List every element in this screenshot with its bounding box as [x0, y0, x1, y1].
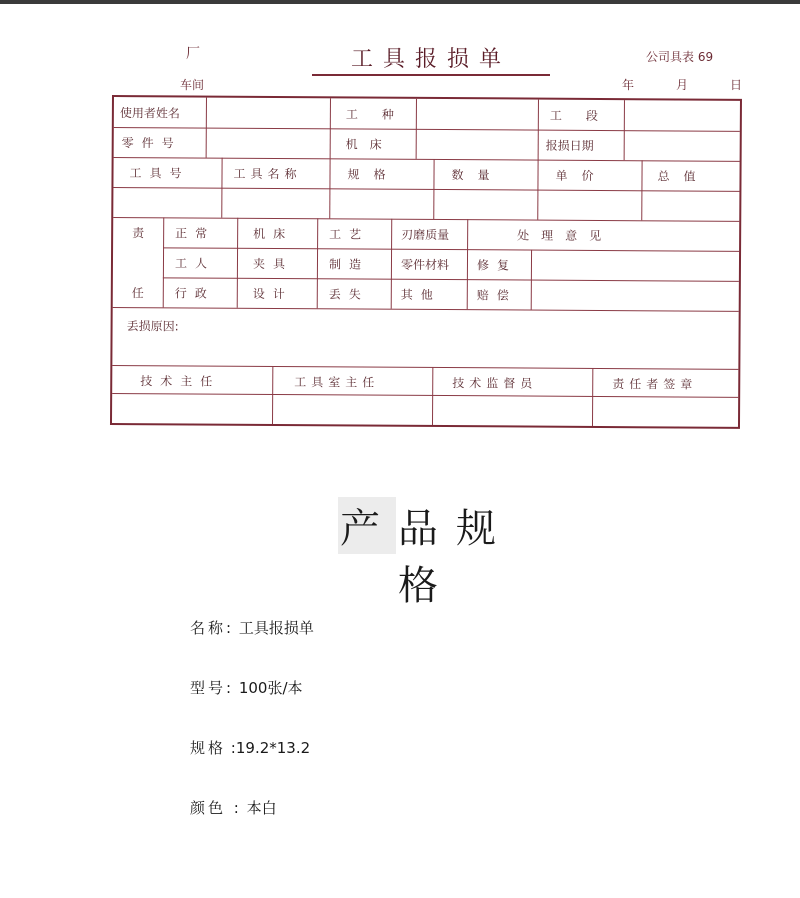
grid-line: [641, 160, 642, 220]
spec-name-label: 名称:: [190, 619, 235, 637]
tool-no-header: 工具号: [129, 166, 190, 181]
loss-reason-label: 丢损原因:: [126, 319, 179, 334]
spec-size-label: 规格: [190, 739, 227, 757]
responsibility-side-top: 责: [132, 226, 145, 241]
grid-line: [416, 99, 417, 159]
grid-line: [624, 100, 625, 160]
handling-opinion-label: 处 理 意 见: [517, 228, 602, 243]
other-label: 其他: [400, 287, 441, 303]
administration-label: 行政: [174, 286, 215, 301]
spec-model-value: 100张/本: [238, 679, 303, 697]
grid-line: [537, 160, 538, 220]
grid-line: [113, 217, 739, 222]
spec-title-char: 品: [398, 506, 452, 552]
machine-label: 机 床: [345, 137, 382, 152]
grid-line: [112, 393, 738, 398]
spec-title-char: 格: [398, 563, 452, 609]
grid-line: [433, 159, 434, 219]
factory-label: 厂: [186, 46, 200, 62]
grid-line: [317, 218, 319, 308]
grid-line: [112, 365, 738, 370]
grid-line: [163, 247, 739, 252]
window-top-edge: [0, 0, 800, 4]
product-spec-title: [310, 497, 540, 611]
grid-line: [206, 98, 207, 158]
spec-name-value: 工具报损单: [238, 619, 314, 637]
lost-label: 丢失: [328, 287, 369, 302]
process-label: 工艺: [329, 227, 370, 242]
repair-label: 修复: [476, 258, 518, 273]
worker-label: 工人: [174, 256, 216, 271]
spec-model-label: 型号:: [190, 679, 235, 697]
form-title: 工具报损单: [312, 42, 550, 76]
unit-price-header: 单价: [555, 168, 608, 184]
grid-line: [467, 219, 469, 309]
grid-line: [329, 158, 330, 218]
grid-line: [163, 277, 739, 282]
spec-color-value: 本白: [246, 799, 277, 817]
spec-size-row: [190, 737, 310, 758]
grid-line: [272, 366, 273, 424]
spec-color-row: [190, 797, 277, 818]
manufacturing-label: 制造: [328, 257, 370, 272]
machine-tool-label: 机床: [253, 226, 294, 242]
grid-line: [592, 368, 593, 426]
responsible-signature-label: 责任者签章: [612, 377, 698, 392]
grid-line: [330, 98, 331, 158]
spec-title-char: 规: [456, 506, 510, 552]
grid-line: [113, 307, 739, 312]
workshop-label: 车间: [180, 78, 205, 92]
compensation-label: 赔偿: [476, 288, 517, 303]
trade-label: 工 种: [345, 107, 394, 122]
month-label: 月: [675, 78, 688, 92]
spec-title-char: 产: [338, 497, 396, 554]
grid-line: [114, 157, 740, 162]
spec-size-value: :19.2*13.2: [230, 739, 311, 757]
damage-report-form: [110, 95, 742, 429]
total-value-header: 总值: [657, 169, 710, 184]
form-code: 公司具表 69: [646, 50, 714, 64]
spec-header: 规格: [347, 167, 400, 182]
section-label: 工 段: [549, 108, 598, 123]
part-no-label: 零件号: [121, 136, 182, 151]
responsibility-side-bottom: 任: [131, 286, 144, 301]
quantity-header: 数量: [451, 168, 504, 183]
spec-name-row: [190, 617, 314, 638]
spec-model-row: [190, 677, 303, 698]
year-label: 年: [622, 78, 635, 92]
grid-line: [432, 367, 433, 425]
grinding-quality-label: 刃磨质量: [401, 227, 450, 243]
tool-name-header: 工具名称: [233, 166, 302, 182]
spec-color-label: 颜色 :: [190, 799, 242, 817]
date-labels: [622, 76, 742, 93]
grid-line: [114, 127, 740, 132]
tool-room-director-label: 工具室主任: [294, 375, 380, 390]
technical-supervisor-label: 技术监督员: [452, 376, 538, 391]
grid-line: [113, 187, 739, 192]
grid-line: [531, 250, 532, 310]
technical-director-label: 技术主任: [140, 374, 221, 389]
day-label: 日: [729, 78, 742, 92]
loss-date-label: 报损日期: [545, 138, 594, 153]
grid-line: [237, 218, 239, 308]
grid-line: [391, 219, 393, 309]
grid-line: [538, 100, 539, 160]
user-name-label: 使用者姓名: [119, 106, 180, 121]
fixture-label: 夹具: [252, 256, 294, 272]
grid-line: [163, 217, 165, 307]
normal-label: 正常: [175, 226, 216, 241]
part-material-label: 零件材料: [400, 257, 450, 273]
design-label: 设计: [252, 286, 293, 302]
grid-line: [221, 158, 222, 218]
